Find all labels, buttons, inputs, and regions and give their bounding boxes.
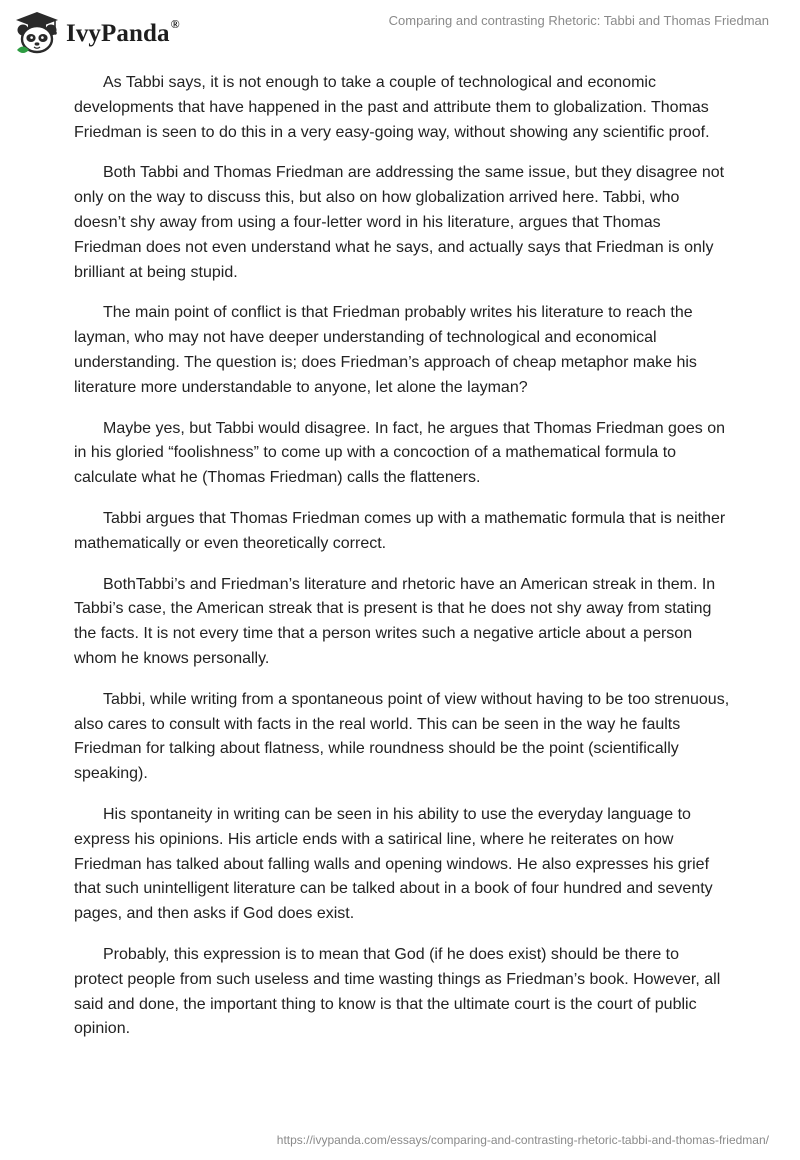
paragraph: The main point of conflict is that Friedman probably writes his literature to reach the layman, who may not have deeper understanding of technological and economical understanding. The question is; does Friedman’s approach of cheap metaphor make his literature more understandable to anyone, let alone the layman?: [74, 304, 697, 396]
paragraph: His spontaneity in writing can be seen in his ability to use the everyday language to express his opinions. His article ends with a satirical line, where he reiterates on how Friedman has talked about falling walls and opening windows. He also expresses his grief that such unintelligent literature can be talked about in a book of four hundred and seventy pages, and then asks if God does exist.: [74, 805, 713, 923]
essay-body: [74, 71, 730, 1058]
paragraph: As Tabbi says, it is not enough to take a couple of technological and economic developments that have happened in the past and attribute them to globalization. Thomas Friedman is seen to do this in a very easy-going way, without showing any scientific proof.: [74, 74, 710, 141]
paragraph: Maybe yes, but Tabbi would disagree. In fact, he argues that Thomas Friedman goes on in his gloried “foolishness” to come up with a concoction of a mathematical formula to calculate what he (Thomas Friedman) calls the flatteners.: [74, 419, 725, 487]
paragraph: Both Tabbi and Thomas Friedman are addressing the same issue, but they disagree not only on the way to discuss this, but also on how globalization arrived here. Tabbi, who doesn’t shy away from using a four-letter word in his literature, argues that Thomas Friedman does not even understand what he says, and actually says that Friedman is only brilliant at being stupid.: [74, 164, 725, 281]
paragraph: Probably, this expression is to mean that God (if he does exist) should be there to protect people from such useless and time wasting things as Friedman’s book. However, all said and done, the important thing to know is that the ultimate court is the court of public opinion.: [74, 945, 721, 1038]
panda-graduation-cap-icon: [14, 10, 60, 56]
page-header: [0, 0, 800, 60]
source-url[interactable]: https://ivypanda.com/essays/comparing-and-contrasting-rhetoric-tabbi-and-thomas-friedman/: [276, 1133, 769, 1147]
document-title: Comparing and contrasting Rhetoric: Tabbi and Thomas Friedman: [388, 13, 769, 28]
paragraph: Tabbi, while writing from a spontaneous point of view without having to be too strenuous, also cares to consult with facts in the real world. This can be seen in the way he faults Friedman for talking about flatness, while roundness should be the point (scientifically speaking).: [74, 690, 730, 783]
brand-logo[interactable]: [14, 10, 180, 56]
paragraph: BothTabbi’s and Friedman’s literature and rhetoric have an American streak in them. In Tabbi’s case, the American streak that is present is that he does not shy away from stating the facts. It is not every time that a person writes such a negative article about a person whom he knows personally.: [74, 575, 716, 667]
brand-name: IvyPanda®: [66, 17, 180, 47]
paragraph: Tabbi argues that Thomas Friedman comes up with a mathematic formula that is neither mathematically or even theoretically correct.: [74, 509, 726, 552]
